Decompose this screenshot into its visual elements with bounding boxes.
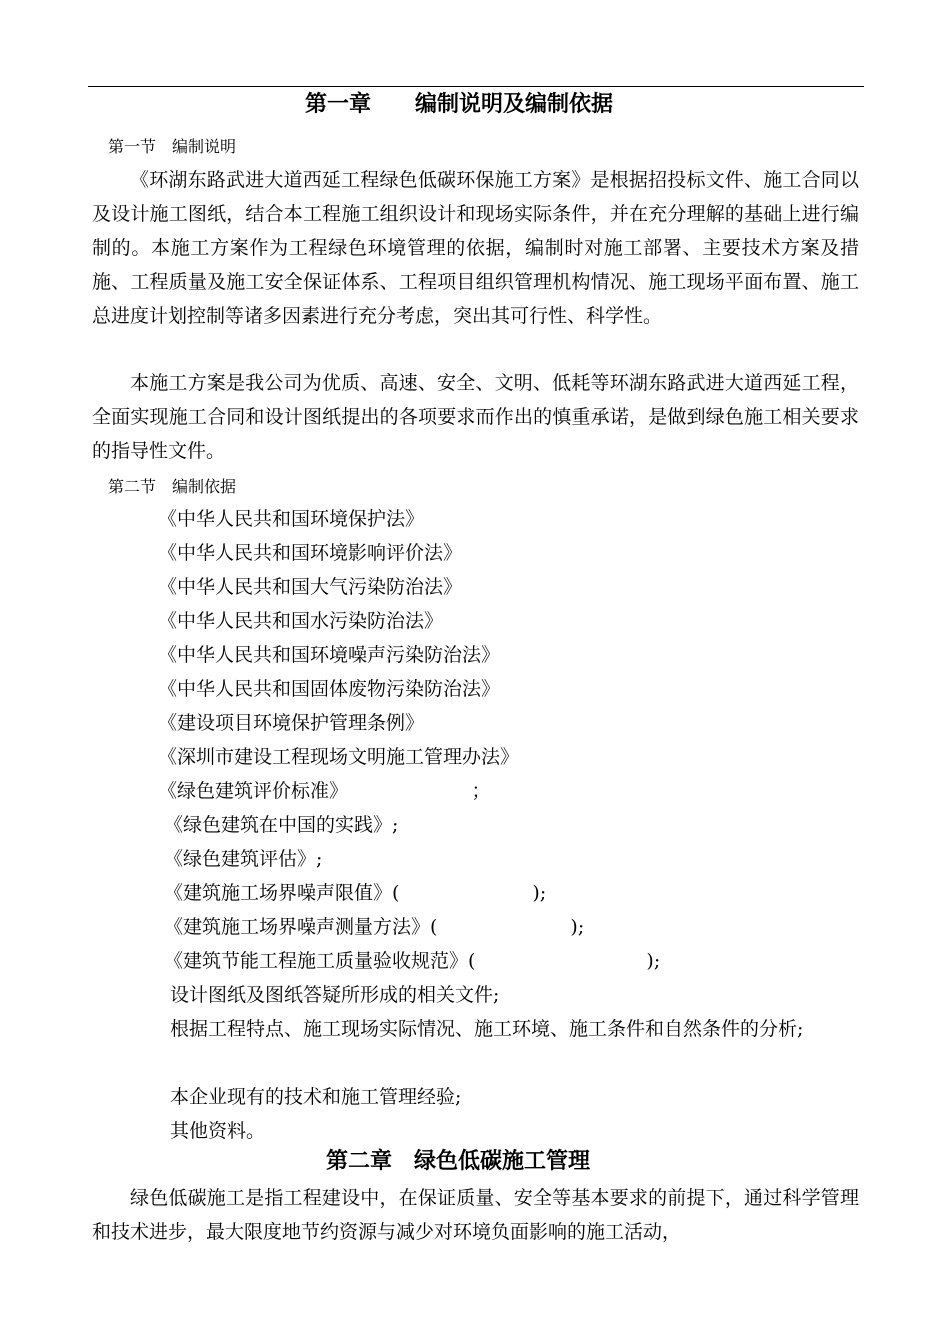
header-rule	[88, 86, 864, 87]
list-item: 本企业现有的技术和施工管理经验;	[170, 1086, 462, 1108]
list-item: 设计图纸及图纸答疑所形成的相关文件;	[170, 984, 500, 1006]
list-item: 《中华人民共和国水污染防治法》	[158, 610, 444, 632]
list-item: 《绿色建筑评估》;	[164, 848, 323, 870]
section-1-paragraph-1: 《环湖东路武进大道西延工程绿色低碳环保施工方案》是根据招投标文件、施工合同以及设计施工图纸，结合本工程施工组织设计和现场实际条件，并在充分理解的基础上进行编制的。本施工方案作为工程绿色环境管理的依据，编制时对施工部署、主要技术方案及措施、工程质量及施工安全保证体系、工程项目组织管理机构情况、施工现场平面布置、施工总进度计划控制等诸多因素进行充分考虑，突出其可行性、科学性。	[92, 169, 859, 327]
chapter-1-title: 第一章 编制说明及编制依据	[305, 92, 614, 117]
list-item: 其他资料。	[170, 1120, 266, 1142]
list-item: 《中华人民共和国固体废物污染防治法》	[158, 678, 501, 700]
section-1-title: 第一节 编制说明	[108, 137, 237, 156]
list-item: 《中华人民共和国环境保护法》	[158, 508, 425, 530]
list-item: 《绿色建筑在中国的实践》;	[164, 814, 399, 836]
list-item: 《绿色建筑评价标准》 ；	[158, 780, 491, 802]
section-1-paragraph-2: 本施工方案是我公司为优质、高速、安全、文明、低耗等环湖东路武进大道西延工程，全面实现施工合同和设计图纸提出的各项要求而作出的慎重承诺，是做到绿色施工相关要求的指导性文件。	[92, 372, 859, 462]
list-item: 《建筑节能工程施工质量验收规范》( );	[164, 950, 661, 972]
list-item: 《建筑施工场界噪声限值》( );	[164, 882, 547, 904]
list-item: 《中华人民共和国环境噪声污染防治法》	[158, 644, 501, 666]
list-item: 《中华人民共和国大气污染防治法》	[158, 576, 463, 598]
chapter-2-paragraph: 绿色低碳施工是指工程建设中，在保证质量、安全等基本要求的前提下，通过科学管理和技术进步，最大限度地节约资源与减少对环境负面影响的施工活动，	[92, 1187, 859, 1243]
list-item: 《中华人民共和国环境影响评价法》	[158, 542, 463, 564]
list-item: 《深圳市建设工程现场文明施工管理办法》	[158, 746, 520, 768]
list-item: 《建设项目环境保护管理条例》	[158, 712, 425, 734]
section-2-title: 第二节 编制依据	[108, 477, 237, 496]
chapter-2-title: 第二章 绿色低碳施工管理	[326, 1149, 591, 1174]
list-item-wrapped: 根据工程特点、施工现场实际情况、施工环境、施工条件和自然条件的分析;	[170, 1018, 804, 1040]
list-item: 《建筑施工场界噪声测量方法》( );	[164, 916, 585, 938]
